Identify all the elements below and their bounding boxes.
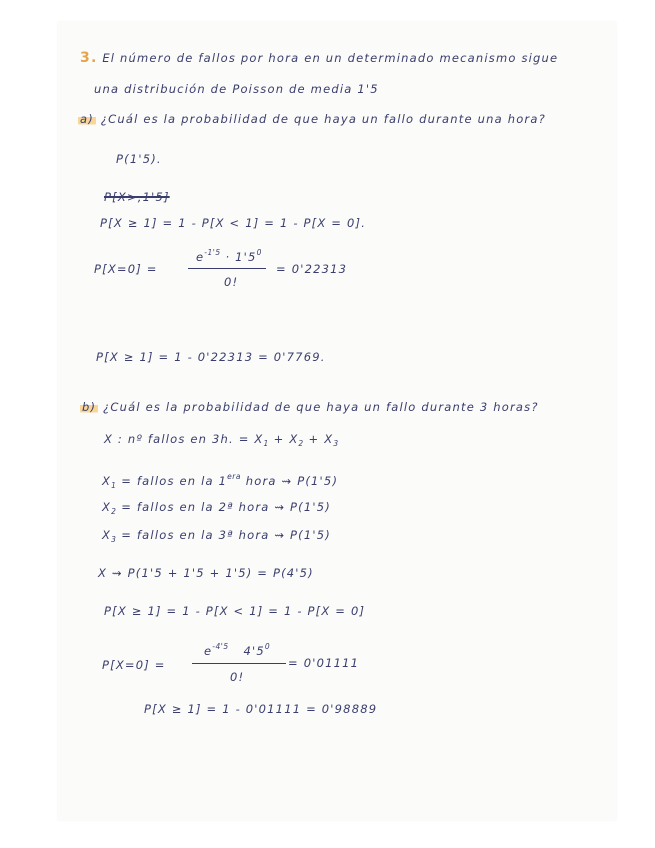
part-b-label: b) — [82, 400, 97, 414]
def-x-plus-1: + X — [268, 432, 299, 446]
part-b-question-text: ¿Cuál es la probabilidad de que haya un fallo durante 3 horas? — [103, 400, 539, 414]
part-b-x1 — [102, 472, 338, 490]
problem-number: 3. — [80, 50, 98, 66]
x3-sub: 3 — [111, 535, 117, 544]
part-b-e: e — [204, 644, 213, 658]
x3-desc: = fallos en la 3ª hora ⇝ P(1'5) — [116, 528, 331, 542]
part-a-crossed-out: P[X>,1'5] — [104, 190, 170, 204]
notebook-page — [58, 22, 616, 820]
part-a-lambda: · 1'5 — [225, 250, 257, 264]
x2-sub: 2 — [111, 507, 117, 516]
x3-var: X — [102, 528, 112, 542]
part-a-question-text: ¿Cuál es la probabilidad de que haya un fallo durante una hora? — [100, 112, 546, 126]
x2-var: X — [102, 500, 112, 514]
part-b-lambda: 4'5 — [243, 644, 265, 658]
def-sub-2: 2 — [298, 439, 304, 448]
part-b-question — [80, 400, 539, 414]
def-sub-3: 3 — [333, 439, 339, 448]
part-a-pmf-denominator: 0! — [224, 275, 239, 289]
part-a-distribution: P(1'5). — [116, 152, 162, 166]
part-a-complement: P[X ≥ 1] = 1 - P[X < 1] = 1 - P[X = 0]. — [100, 216, 367, 230]
part-b-pmf-denominator: 0! — [230, 670, 245, 684]
part-a-exponent: -1'5 — [204, 248, 221, 257]
x1-ordinal: era — [227, 472, 241, 481]
part-a-pmf-result: = 0'22313 — [276, 262, 348, 276]
part-a-final-answer: P[X ≥ 1] = 1 - 0'22313 = 0'7769. — [96, 350, 326, 364]
x2-desc: = fallos en la 2ª hora ⇝ P(1'5) — [116, 500, 331, 514]
def-x-plus-2: + X — [303, 432, 334, 446]
def-sub-1: 1 — [263, 439, 269, 448]
part-a-pmf-lhs: P[X=0] = — [94, 262, 158, 276]
x1-post: hora ⇝ P(1'5) — [240, 474, 339, 488]
problem-statement-line-1 — [80, 50, 558, 66]
x1-var: X — [102, 474, 112, 488]
part-a-label: a) — [80, 112, 94, 126]
part-b-sum-distribution: X ⇝ P(1'5 + 1'5 + 1'5) = P(4'5) — [98, 566, 314, 580]
part-b-pmf-lhs: P[X=0] = — [102, 658, 166, 672]
x1-sub: 1 — [111, 481, 117, 490]
part-b-x2 — [102, 500, 331, 516]
part-a-question — [78, 112, 546, 126]
part-b-pmf-numerator — [204, 642, 270, 658]
part-a-power: 0 — [256, 248, 262, 257]
part-b-x3 — [102, 528, 331, 544]
part-b-power: 0 — [264, 642, 271, 651]
part-a-fraction-bar — [188, 268, 266, 269]
def-x-text: X : nº fallos en 3h. = X — [104, 432, 264, 446]
part-a-pmf-numerator — [196, 248, 262, 264]
part-b-complement: P[X ≥ 1] = 1 - P[X < 1] = 1 - P[X = 0] — [104, 604, 366, 618]
part-b-exponent: -4'5 — [212, 642, 229, 651]
part-b-final-answer: P[X ≥ 1] = 1 - 0'01111 = 0'98889 — [144, 702, 378, 716]
part-b-fraction-bar — [192, 663, 286, 664]
part-b-pmf-result: = 0'01111 — [288, 656, 360, 670]
x1-desc: = fallos en la 1 — [116, 474, 228, 488]
problem-statement-line-2: una distribución de Poisson de media 1'5 — [94, 82, 379, 96]
statement-text-1: El número de fallos por hora en un determinado mecanismo sigue — [102, 51, 559, 65]
part-b-definition — [104, 432, 339, 448]
part-a-e: e — [196, 250, 205, 264]
